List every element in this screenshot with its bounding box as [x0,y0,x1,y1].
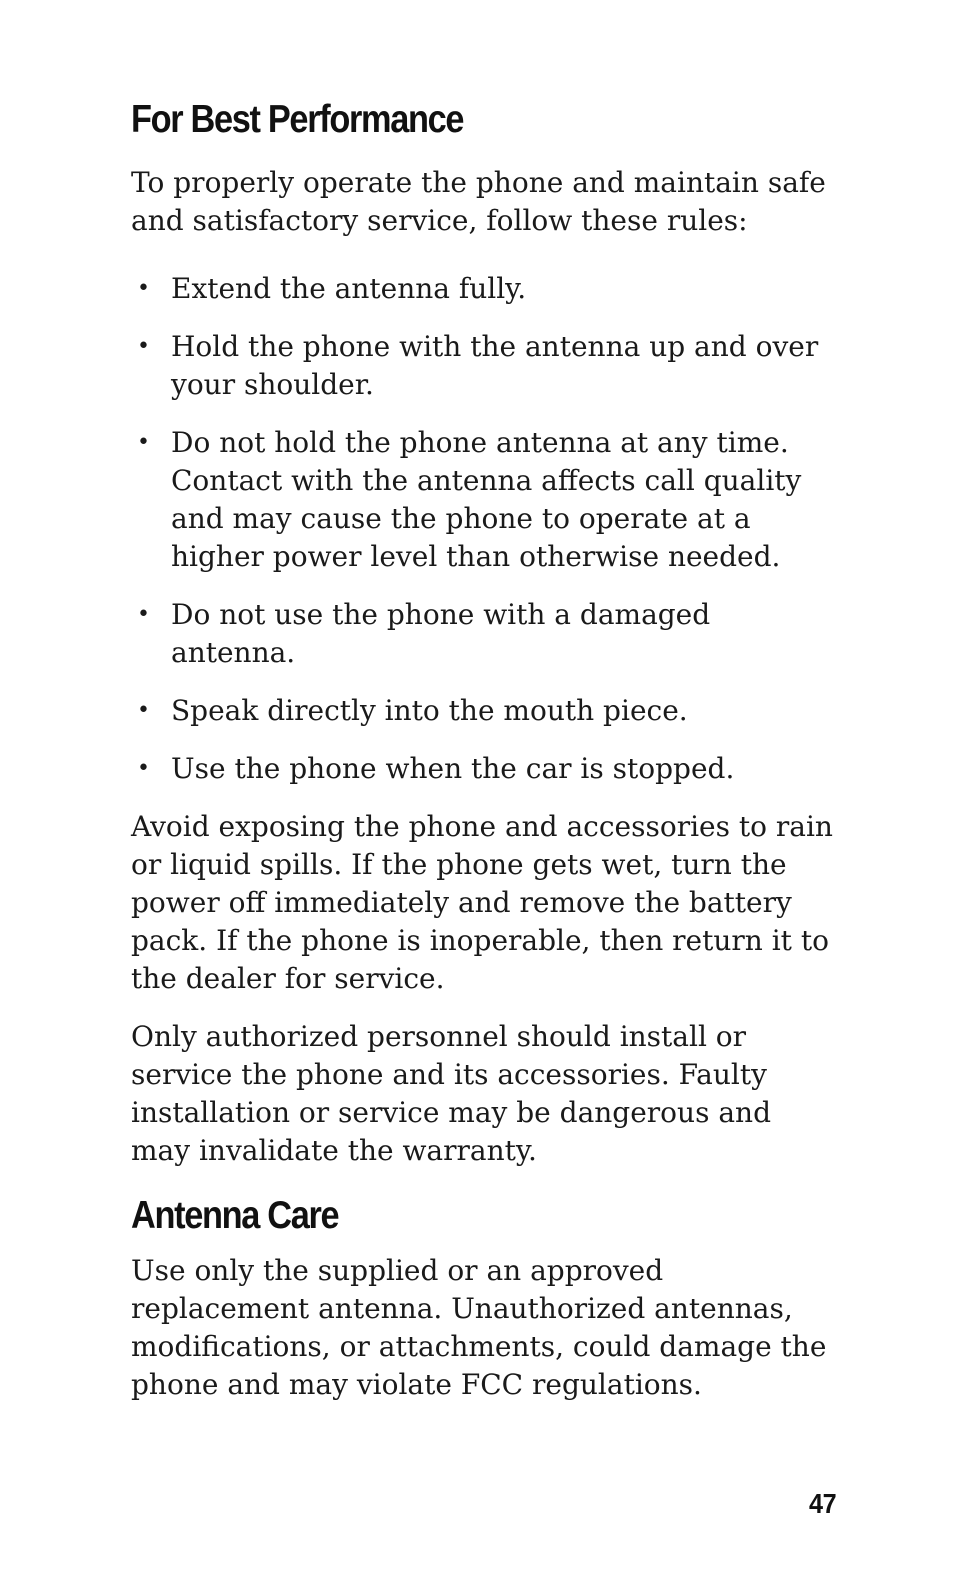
antenna-care-paragraph: Use only the supplied or an approved replacement antenna. Unauthorized antennas, modifications, or attachments, could damage the phone and may violate FCC regulations. [131,1254,827,1401]
rules-list [131,270,836,788]
list-item [131,596,836,672]
list-item-text: Hold the phone with the antenna up and over your shoulder. [171,330,819,401]
list-item [131,750,836,788]
bullet-icon: • [137,756,150,781]
bullet-icon: • [137,276,150,301]
list-item-text: Extend the antenna fully. [171,272,527,305]
bullet-icon: • [137,698,150,723]
page-number: 47 [808,1488,836,1519]
heading-for-best-performance: For Best Performance [131,98,464,141]
bullet-icon: • [137,430,150,455]
intro-paragraph: To properly operate the phone and maintain safe and satisfactory service, follow these rules: [131,166,826,237]
bullet-icon: • [137,334,150,359]
authorized-service-paragraph: Only authorized personnel should install or service the phone and its accessories. Faulty installation or service may be dangerous and may invalidate the warranty. [131,1020,771,1167]
bullet-icon: • [137,602,150,627]
document-page [131,96,836,1404]
list-item-text: Do not hold the phone antenna at any time. Contact with the antenna affects call quality and may cause the phone to operate at a higher power level than otherwise needed. [171,426,802,573]
list-item [131,424,836,576]
heading-antenna-care: Antenna Care [131,1194,339,1237]
liquid-warning-paragraph: Avoid exposing the phone and accessories to rain or liquid spills. If the phone gets wet, turn the power off immediately and remove the battery pack. If the phone is inoperable, then return it to the dealer for service. [131,810,833,995]
list-item [131,692,836,730]
list-item [131,270,836,308]
list-item [131,328,836,404]
list-item-text: Speak directly into the mouth piece. [171,694,688,727]
list-item-text: Use the phone when the car is stopped. [171,752,735,785]
list-item-text: Do not use the phone with a damaged antenna. [171,598,711,669]
